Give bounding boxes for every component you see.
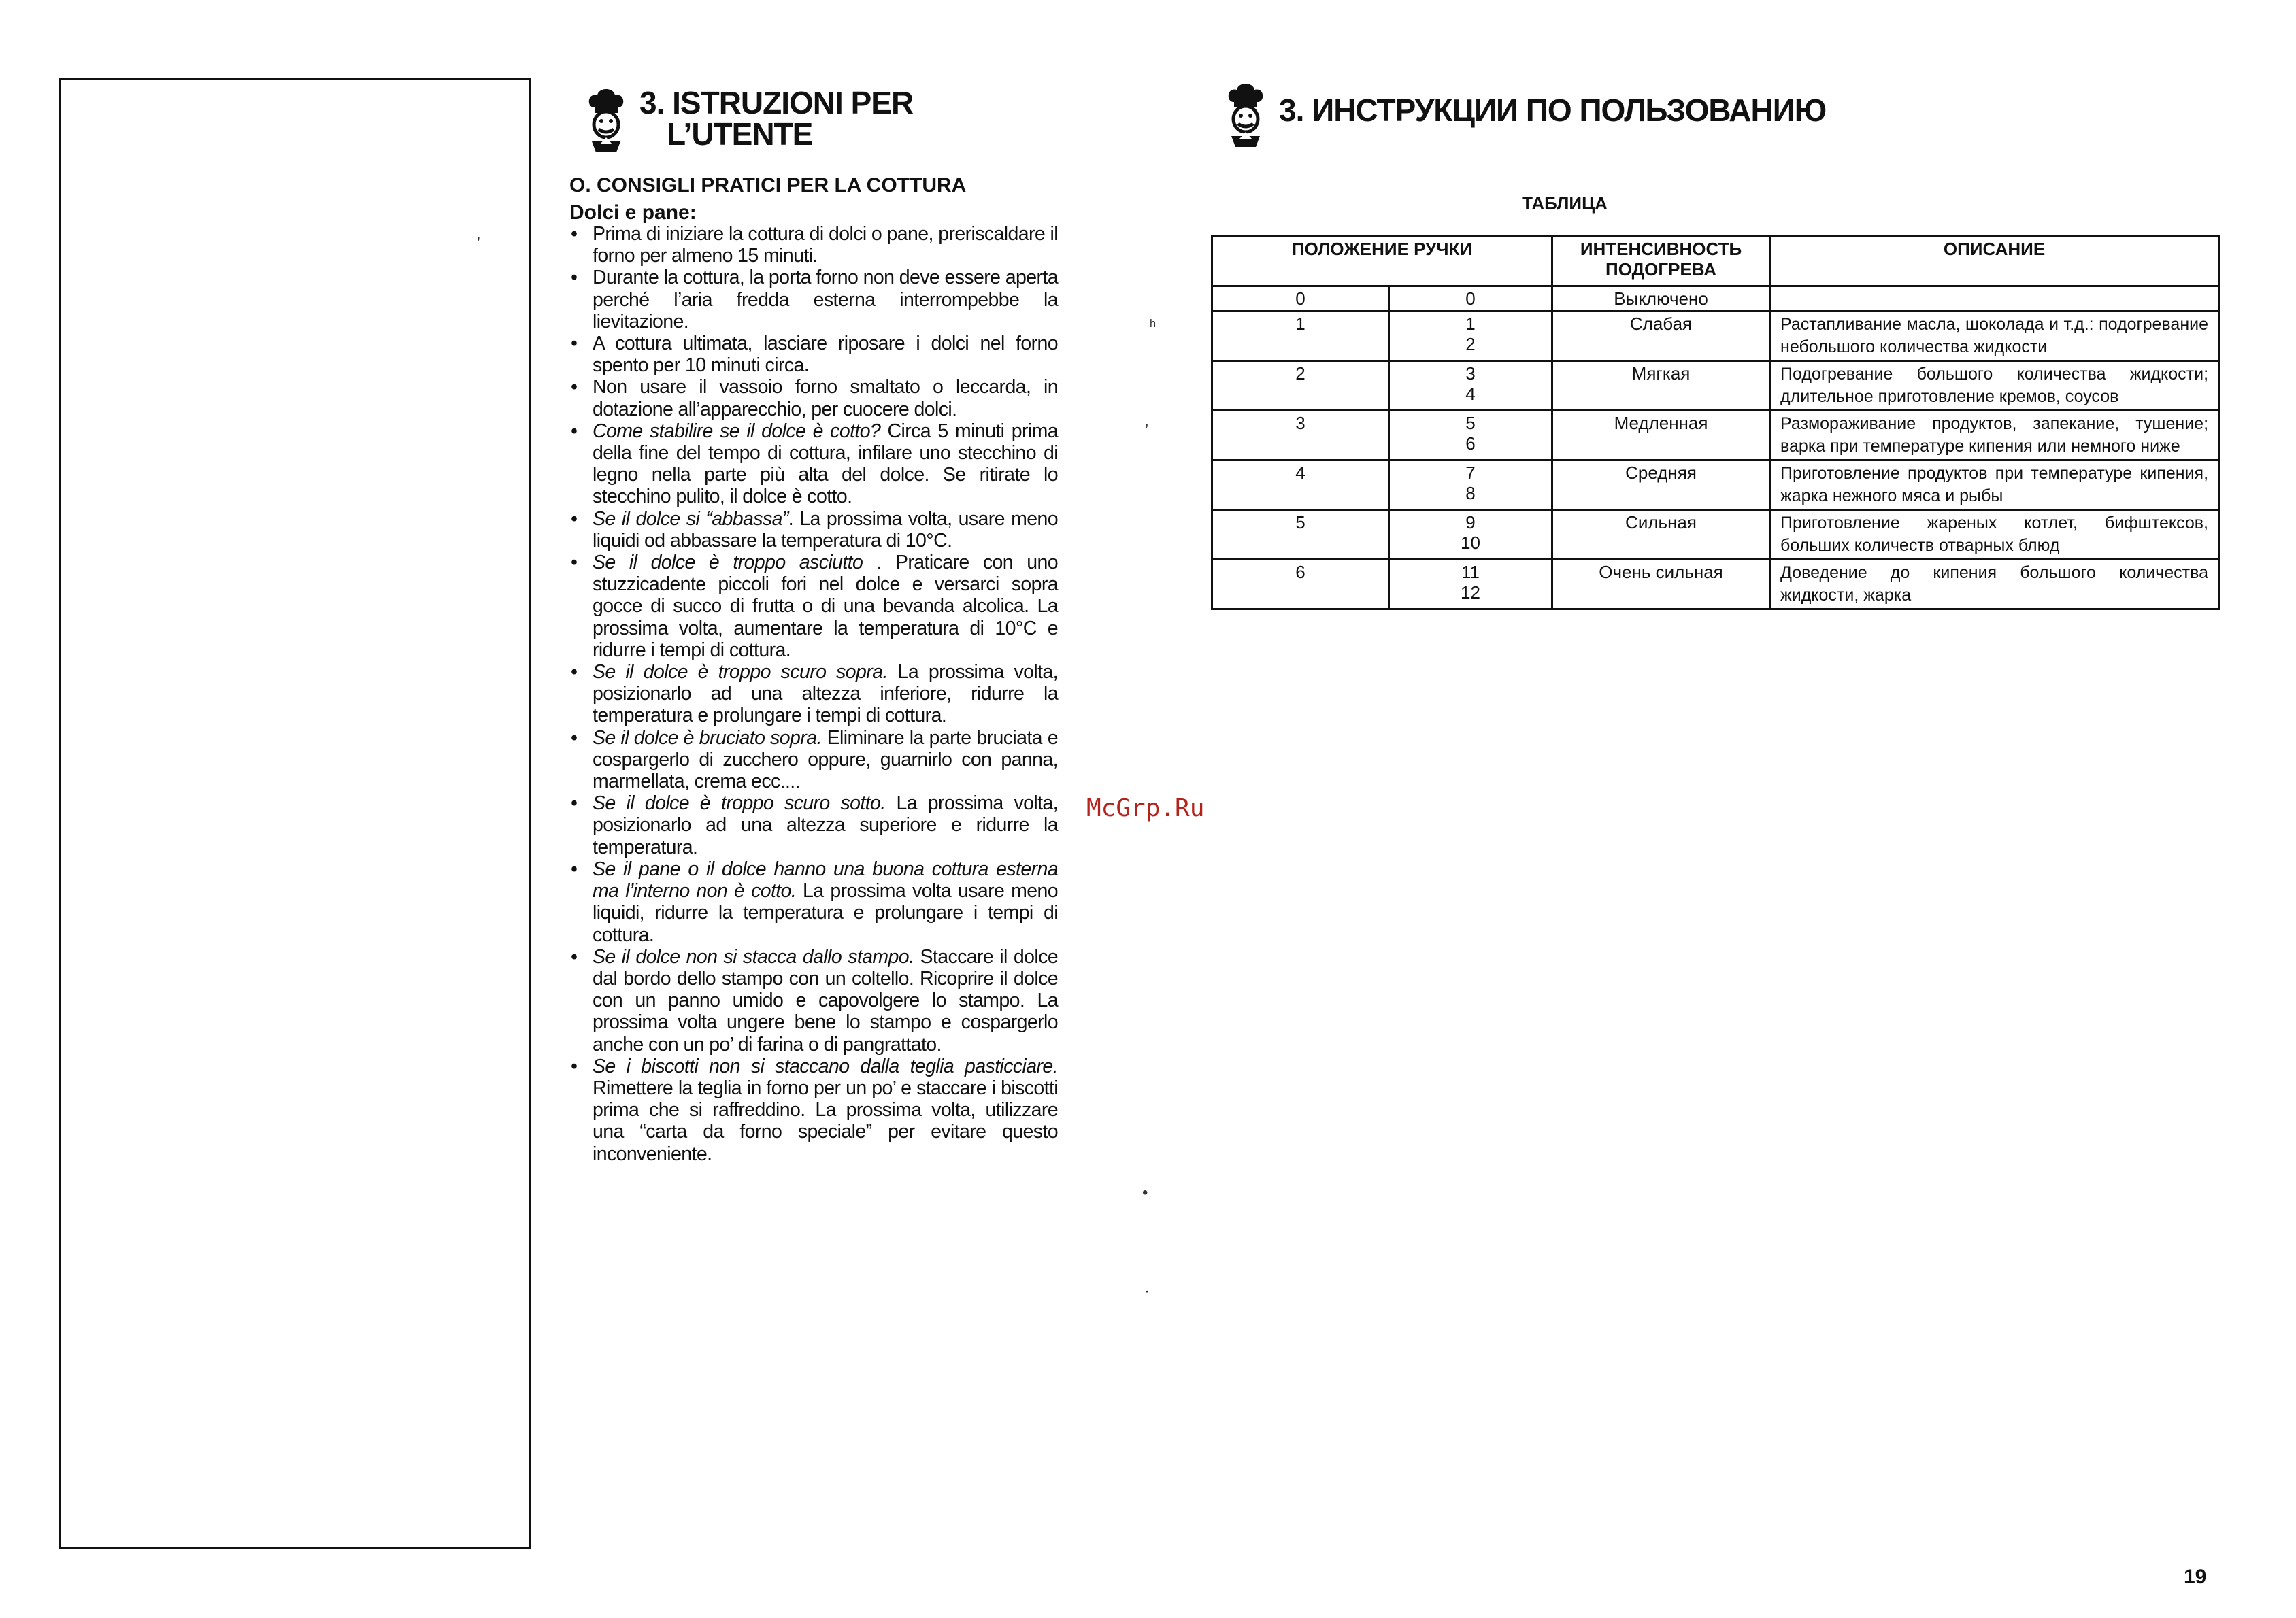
table-row [1212,311,2219,361]
knob-position: 2 [1212,361,1389,411]
heat-intensity: Слабая [1552,311,1770,361]
table-row [1212,361,2219,411]
table-row [1212,286,2219,311]
tip-item [569,946,1058,1056]
section-heading-ru: 3. ИНСТРУКЦИИ ПО ПОЛЬЗОВАНИЮ [1279,92,1827,128]
section-heading-it: 3. ISTRUZIONI PER L’UTENTE [639,85,914,152]
tip-text: Rimettere la teglia in forno per un po’ e staccare i biscotti prima che si raffreddino. La prossima volta, utilizzare una “carta da forno speciale” per evitare questo inconveniente. [593,1077,1058,1165]
tip-question: Se il dolce è troppo scuro sotto. [593,792,886,815]
stray-mark: , [476,224,481,243]
knob-position: 0 [1212,286,1389,311]
tip-item [569,858,1058,946]
tip-text: Durante la cottura, la porta forno non deve essere aperta perché l’aria fredda esterna interrompebbe la lievitazione. [593,267,1058,333]
tip-text: . La prossima volta, usare meno liquidi od abbassare la temperatura di 10°C. [593,507,1058,552]
table-row [1212,560,2219,609]
tip-text: La prossima volta, posizionarlo ad una altezza superiore e ridurre la temperatura. [593,792,1058,858]
knob-setting: 5 6 [1389,411,1552,460]
tip-item [569,727,1058,793]
blank-frame [59,78,531,1549]
chef-icon [1225,82,1267,150]
tip-question: Se il dolce è troppo asciutto [593,552,863,574]
knob-setting: 1 2 [1389,311,1552,361]
tip-item [569,1056,1058,1165]
tip-text: Staccare il dolce dal bordo dello stampo con un coltello. Ricoprire il dolce con un panno umido e capovolgere lo stampo. La prossima volta ungere bene lo stampo e cospargerlo anche con un po’ di farina o di pangrattato. [593,945,1058,1056]
heat-settings-table [1211,235,2220,610]
tip-question: Come stabilire se il dolce è cotto? [593,420,881,442]
heat-intensity: Сильная [1552,510,1770,560]
stray-mark: ʰ [1150,317,1157,335]
knob-setting: 9 10 [1389,510,1552,560]
tip-text: Circa 5 minuti prima della fine del tempo di cottura, infilare uno stecchino di legno nella parte più alta del dolce. Se ritirate lo stecchino pulito, il dolce è cotto. [593,420,1058,508]
heat-intensity: Медленная [1552,411,1770,460]
chef-icon [585,87,627,155]
subsection-title: Dolci e pane: [569,201,697,224]
heat-description: Доведение до кипения большого количества жидкости, жарка [1770,560,2219,609]
tip-text: La prossima volta usare meno liquidi, ridurre la temperatura e prolungare i tempi di cottura. [593,880,1058,946]
stray-mark: • [1142,1183,1148,1202]
tip-item [569,552,1058,661]
tip-text: Prima di iniziare la cottura di dolci o pane, preriscaldare il forno per almeno 15 minuti. [593,223,1058,267]
tip-item [569,376,1058,420]
heat-intensity: Выключено [1552,286,1770,311]
header-description: ОПИСАНИЕ [1770,237,2219,286]
knob-position: 1 [1212,311,1389,361]
tip-item [569,420,1058,508]
heat-description: Подогревание большого количества жидкости; длительное приготовление кремов, соусов [1770,361,2219,411]
knob-setting: 3 4 [1389,361,1552,411]
section-title: O. CONSIGLI PRATICI PER LA COTTURA [569,174,967,197]
heat-intensity: Средняя [1552,460,1770,510]
heat-intensity: Мягкая [1552,361,1770,411]
heat-description: Растапливание масла, шоколада и т.д.: подогревание небольшого количества жидкости [1770,311,2219,361]
tip-item [569,333,1058,376]
table-caption: ТАБЛИЦА [1522,193,1608,214]
header-intensity: ИНТЕНСИВНОСТЬ ПОДОГРЕВА [1552,237,1770,286]
tip-text: . Praticare con uno stuzzicadente piccoli fori nel dolce e versarci sopra gocce di succo di frutta o di una bevanda alcolica. La prossima volta, aumentare la temperatura di 10°C e ridurre i tempi di cottura. [593,552,1058,661]
tips-list [569,223,1058,1165]
knob-setting: 7 8 [1389,460,1552,510]
table-row [1212,460,2219,510]
heat-description: Приготовление жареных котлет, бифштексов, больших количеств отварных блюд [1770,510,2219,560]
tip-question: Se il dolce è troppo scuro sopra. [593,661,888,684]
table-row [1212,510,2219,560]
knob-position: 3 [1212,411,1389,460]
tip-text: Eliminare la parte bruciata e cospargerlo di zucchero oppure, guarnirlo con panna, marmellata, crema ecc.... [593,726,1058,793]
heat-description [1770,286,2219,311]
tip-text: A cottura ultimata, lasciare riposare i dolci nel forno spento per 10 minuti circa. [593,333,1058,377]
knob-setting: 11 12 [1389,560,1552,609]
tip-text: La prossima volta, posizionarlo ad una altezza inferiore, ridurre la temperatura e prolungare i tempi di cottura. [593,661,1058,727]
table-row [1212,411,2219,460]
tip-item [569,792,1058,858]
tip-item [569,223,1058,267]
tip-question: Se il dolce si “abbassa” [593,507,788,530]
knob-position: 5 [1212,510,1389,560]
tip-text: Non usare il vassoio forno smaltato o leccarda, in dotazione all’apparecchio, per cuocere dolci. [593,376,1058,420]
header-knob: ПОЛОЖЕНИЕ РУЧКИ [1212,237,1552,286]
tip-item [569,661,1058,727]
knob-position: 4 [1212,460,1389,510]
knob-position: 6 [1212,560,1389,609]
heat-description: Приготовление продуктов при температуре кипения, жарка нежного мяса и рыбы [1770,460,2219,510]
tip-item [569,267,1058,333]
tip-question: Se il dolce non si stacca dallo stampo. [593,945,914,968]
watermark: McGrp.Ru [1086,794,1205,822]
tip-item [569,508,1058,552]
tip-question: Se il pane o il dolce hanno una buona cottura esterna ma l’interno non è cotto. [593,858,1058,903]
stray-mark: · [1144,1282,1150,1300]
stray-mark: ʼ [1145,422,1149,440]
heat-description: Размораживание продуктов, запекание, тушение; варка при температуре кипения или немного ниже [1770,411,2219,460]
knob-setting: 0 [1389,286,1552,311]
table-header-row [1212,237,2219,286]
page-number: 19 [2184,1566,2207,1588]
heat-intensity: Очень сильная [1552,560,1770,609]
tip-question: Se i biscotti non si staccano dalla teglia pasticciare. [593,1055,1058,1077]
tip-question: Se il dolce è bruciato sopra. [593,726,822,749]
